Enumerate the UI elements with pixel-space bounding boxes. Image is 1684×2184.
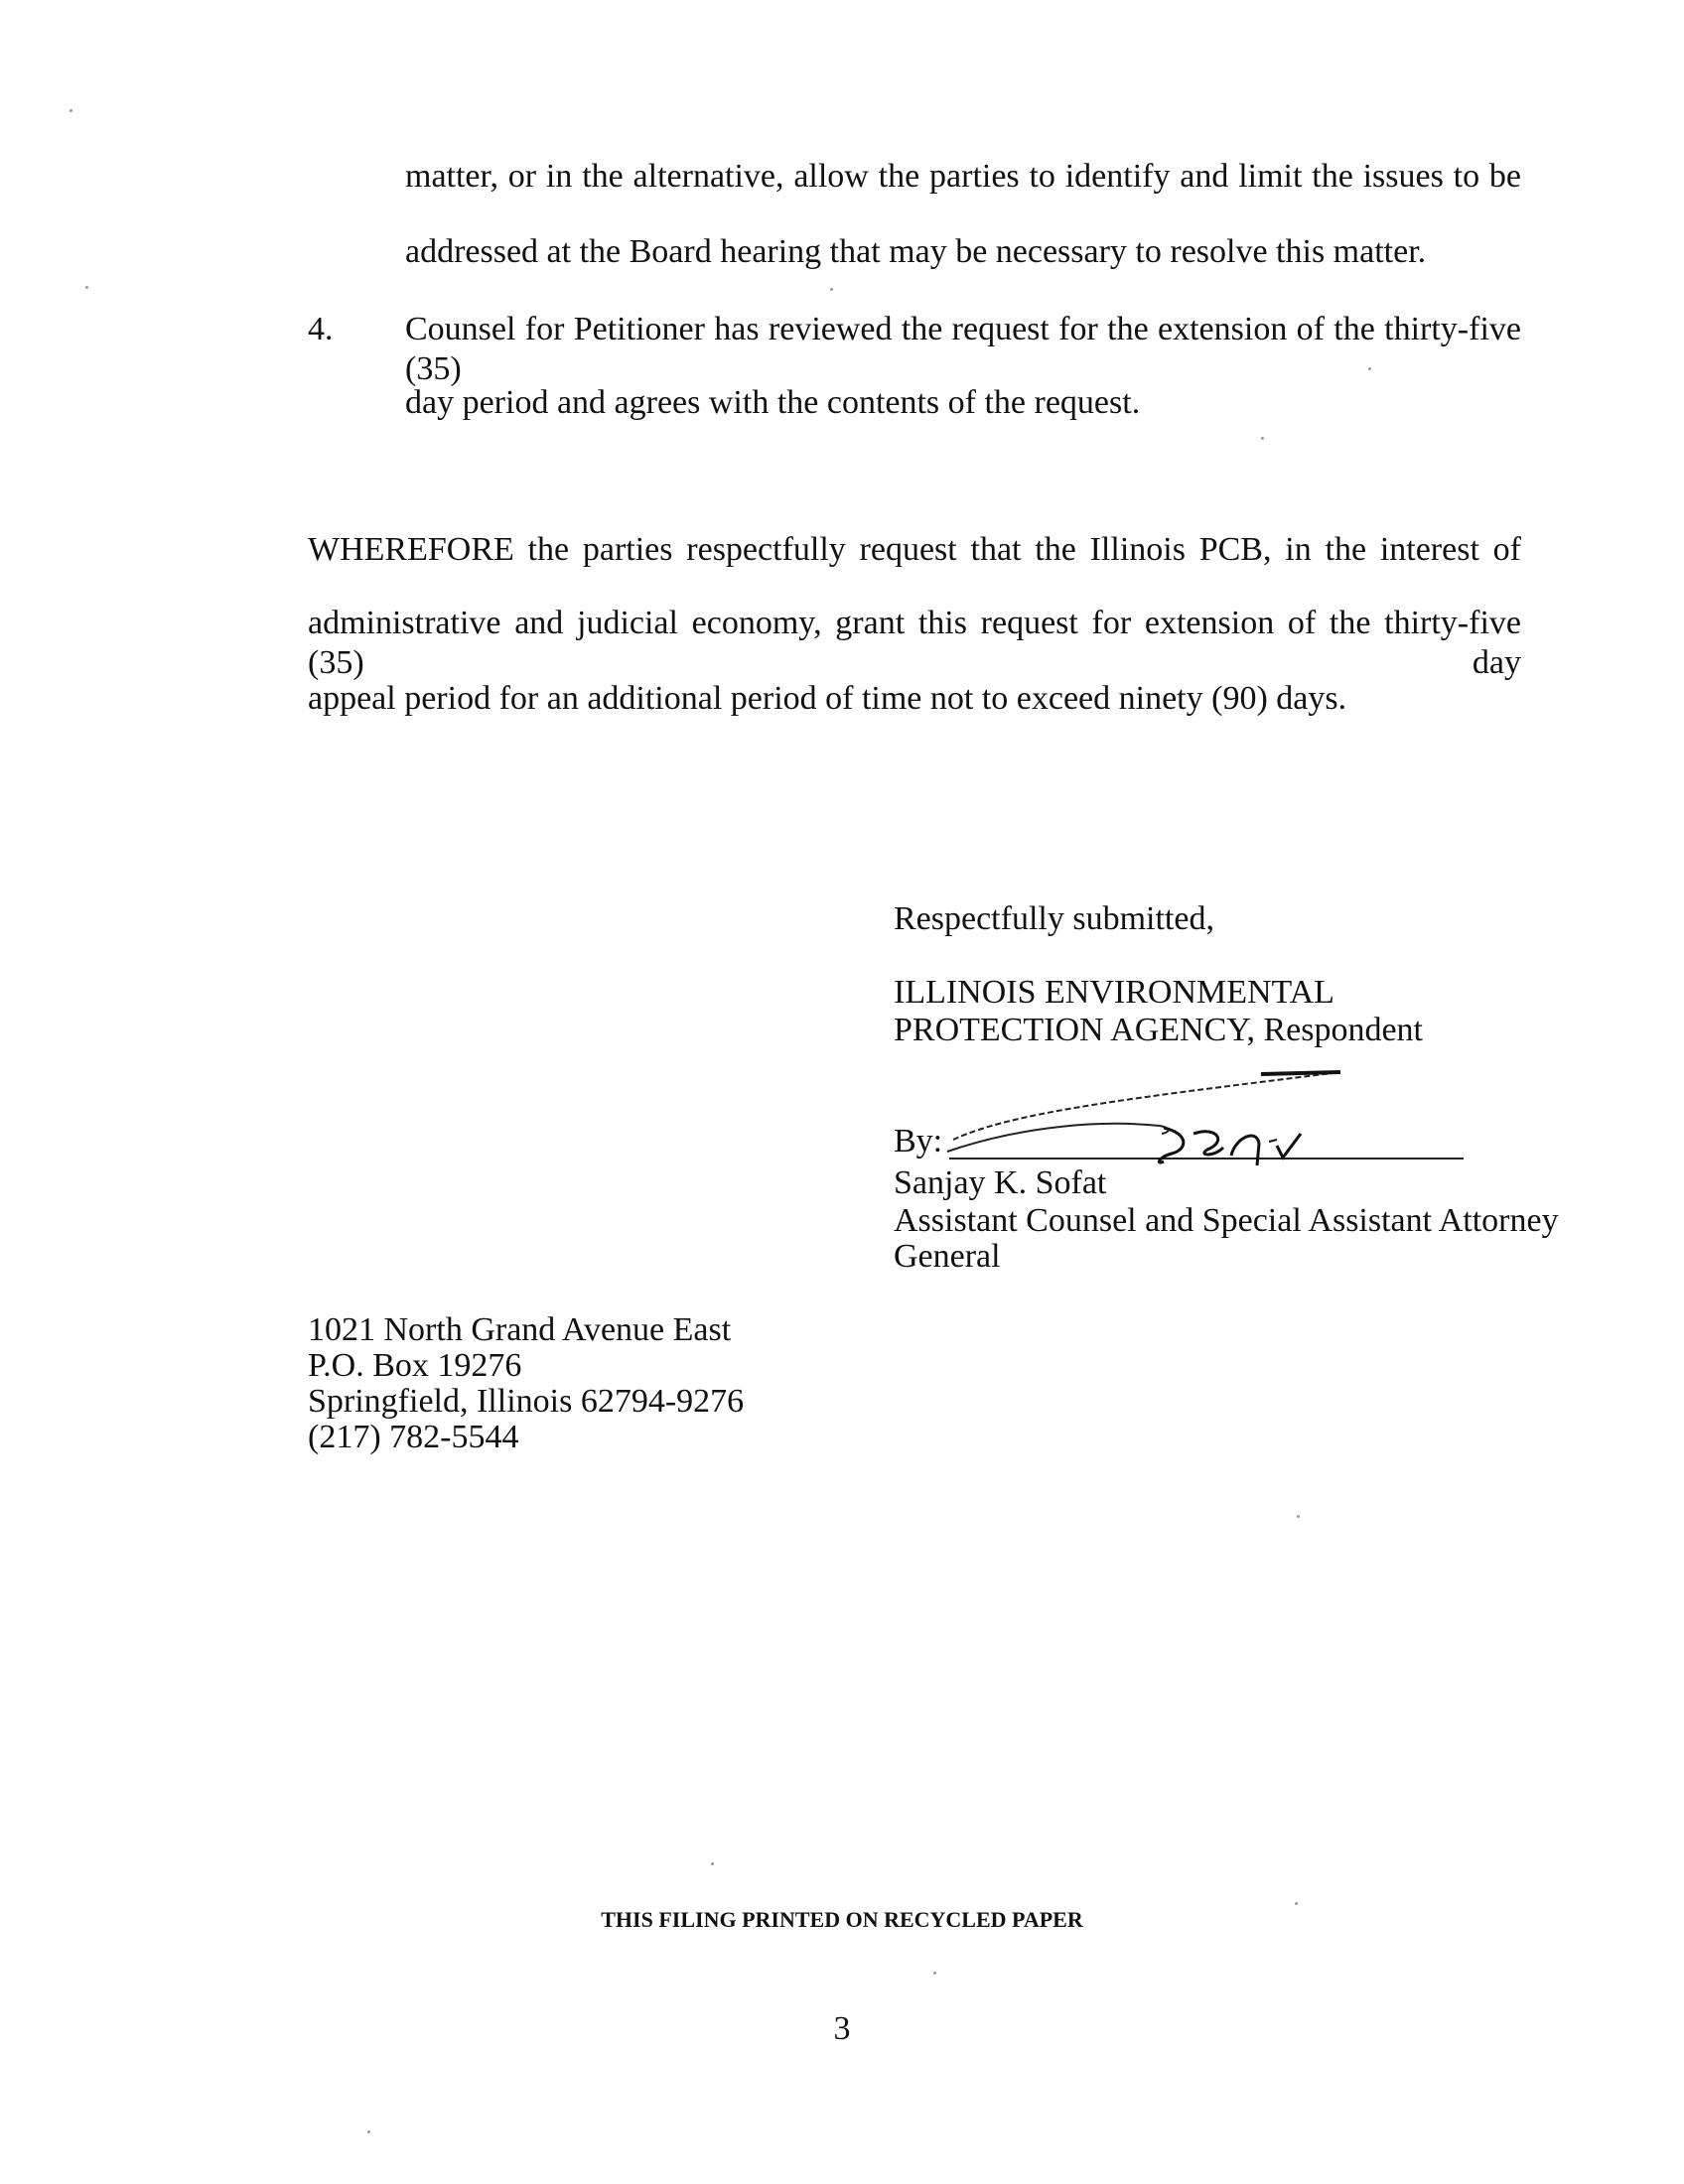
scan-speck: [933, 1972, 936, 1975]
by-label: By:: [894, 1123, 943, 1160]
scan-speck: [367, 2130, 370, 2133]
para4-line2: day period and agrees with the contents of the request.: [405, 384, 1141, 421]
scan-speck: [1295, 1902, 1298, 1905]
scan-speck: [1368, 367, 1371, 370]
scan-speck: [1261, 437, 1264, 440]
scan-speck: [85, 286, 88, 289]
handwritten-signature: [933, 1062, 1370, 1171]
address-phone: (217) 782-5544: [308, 1419, 519, 1455]
agency-line2: PROTECTION AGENCY, Respondent: [894, 1012, 1423, 1048]
page-number: 3: [833, 2010, 851, 2047]
para4-number: 4.: [308, 311, 334, 347]
wherefore-line3: appeal period for an additional period of time not to exceed ninety (90) days.: [308, 680, 1347, 717]
address-city: Springfield, Illinois 62794-9276: [308, 1383, 745, 1420]
scan-speck: [830, 288, 833, 291]
signatory-title-line2: General: [894, 1238, 1001, 1275]
scan-speck: [711, 1862, 714, 1865]
scan-speck: [70, 109, 72, 112]
wherefore-line2: administrative and judicial economy, grant this request for extension of the thirty-five (35) day: [308, 605, 1521, 681]
address-street: 1021 North Grand Avenue East: [308, 1311, 732, 1348]
para3-line1: matter, or in the alternative, allow the parties to identify and limit the issues to be: [405, 158, 1521, 195]
agency-line1: ILLINOIS ENVIRONMENTAL: [894, 974, 1334, 1011]
address-po-box: P.O. Box 19276: [308, 1347, 522, 1384]
signatory-name: Sanjay K. Sofat: [894, 1164, 1107, 1201]
scan-speck: [1297, 1515, 1300, 1518]
para4-line1: Counsel for Petitioner has reviewed the request for the extension of the thirty-five (35): [405, 311, 1521, 387]
wherefore-line1: WHEREFORE the parties respectfully request that the Illinois PCB, in the interest of: [308, 531, 1521, 568]
recycled-paper-note: THIS FILING PRINTED ON RECYCLED PAPER: [601, 1907, 1083, 1932]
signatory-title-line1: Assistant Counsel and Special Assistant Attorney: [894, 1202, 1559, 1239]
para3-line2: addressed at the Board hearing that may be necessary to resolve this matter.: [405, 233, 1427, 270]
closing: Respectfully submitted,: [894, 900, 1214, 937]
